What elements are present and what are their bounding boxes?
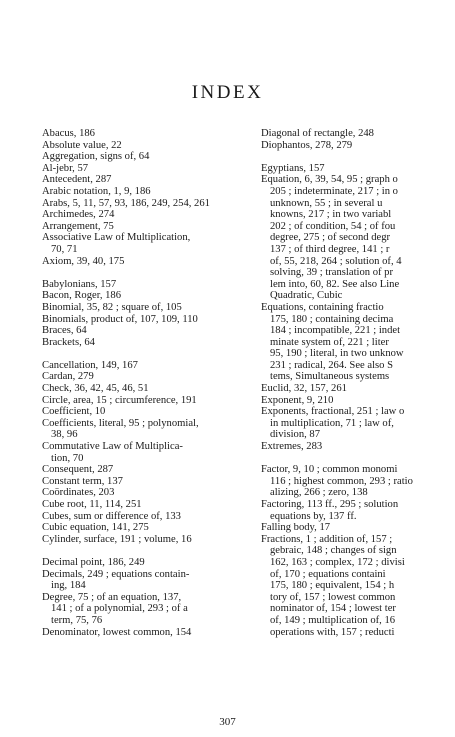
index-entry	[261, 140, 455, 152]
index-entry	[42, 592, 252, 627]
index-entry-line: knowns, 217 ; in two variabl	[270, 209, 392, 221]
index-entry-line: 202 ; of condition, 54 ; of fou	[270, 220, 396, 232]
page-title: INDEX	[191, 82, 264, 103]
index-entry-line: Coördinates, 203	[42, 487, 115, 499]
index-entry-line: Diophantos, 278, 279	[261, 139, 353, 151]
index-entry-line: Binomial, 35, 82 ; square of, 105	[42, 301, 182, 313]
index-entry	[261, 302, 455, 383]
index-entry	[42, 487, 252, 499]
index-entry	[42, 174, 252, 186]
index-entry-line: 205 ; indeterminate, 217 ; in o	[270, 185, 398, 197]
index-entry-line: term, 75, 76	[51, 614, 103, 626]
index-entry-line: Fractions, 1 ; addition of, 157 ;	[261, 533, 393, 545]
index-entry	[42, 418, 252, 441]
index-entry-line: 231 ; radical, 264. See also S	[270, 359, 393, 371]
index-entry	[261, 395, 455, 407]
index-entry	[42, 476, 252, 488]
index-entry-line: 162, 163 ; complex, 172 ; divisi	[270, 556, 405, 568]
index-entry-line: Bacon, Roger, 186	[42, 290, 122, 302]
index-entry-line: Equations, containing fractio	[261, 301, 384, 313]
index-entry-line: Extremes, 283	[261, 441, 323, 453]
index-entry	[261, 383, 455, 395]
index-entry-line: tems, Simultaneous systems	[270, 371, 390, 383]
index-entry-line: Factoring, 113 ff., 295 ; solution	[261, 499, 399, 510]
index-entry-line: Degree, 75 ; of an equation, 137,	[42, 591, 182, 603]
index-entry-line: Euclid, 32, 157, 261	[261, 383, 347, 395]
index-entry-line: minate system of, 221 ; liter	[270, 336, 389, 348]
index-entry-line: Coefficient, 10	[42, 406, 106, 418]
index-entry-line: Archimedes, 274	[42, 209, 115, 221]
index-entry	[42, 371, 252, 383]
index-entry	[42, 337, 252, 349]
index-entry-line: tory of, 157 ; lowest common	[270, 591, 396, 603]
index-entry-line: in multiplication, 71 ; law of,	[270, 417, 394, 429]
index-entry	[261, 163, 455, 175]
index-entry-line: division, 87	[270, 429, 321, 441]
section-gap	[261, 151, 455, 163]
index-entry-line: Abacus, 186	[42, 128, 95, 139]
index-left-column	[42, 128, 252, 638]
index-entry-line: Quadratic, Cubic	[270, 290, 343, 302]
index-entry	[42, 499, 252, 511]
index-entry-line: 141 ; of a polynomial, 293 ; of a	[51, 603, 188, 615]
index-entry-line: Binomials, product of, 107, 109, 110	[42, 313, 198, 325]
section-gap	[42, 348, 252, 360]
index-entry	[42, 569, 252, 592]
index-entry-line: equations by, 137 ff.	[270, 510, 357, 522]
index-entry-line: 95, 190 ; literal, in two unknow	[270, 348, 404, 360]
index-entry	[42, 511, 252, 523]
index-entry	[42, 209, 252, 221]
index-entry	[261, 522, 455, 534]
index-entry	[42, 522, 252, 534]
index-entry-line: Exponent, 9, 210	[261, 394, 334, 406]
index-entry	[42, 151, 252, 163]
index-entry-line: Braces, 64	[42, 325, 87, 337]
index-entry	[42, 627, 252, 639]
index-entry	[261, 406, 455, 441]
index-entry-line: 70, 71	[51, 243, 78, 255]
index-entry	[261, 464, 455, 499]
index-entry	[42, 256, 252, 268]
index-entry	[42, 395, 252, 407]
index-entry-line: gebraic, 148 ; changes of sign	[270, 545, 397, 557]
index-entry-line: Exponents, fractional, 251 ; law o	[261, 406, 405, 418]
index-entry-line: Egyptians, 157	[261, 162, 325, 174]
index-entry-line: 184 ; incompatible, 221 ; indet	[270, 325, 401, 337]
index-entry-line: Falling body, 17	[261, 522, 331, 534]
page-number: 307	[219, 716, 236, 728]
index-entry	[42, 406, 252, 418]
index-entry-line: Cubic equation, 141, 275	[42, 522, 149, 534]
index-entry-line: Arabic notation, 1, 9, 186	[42, 185, 151, 197]
index-entry-line: Coefficients, literal, 95 ; polynomial,	[42, 417, 199, 429]
index-entry-line: Check, 36, 42, 45, 46, 51	[42, 383, 149, 395]
index-entry	[42, 290, 252, 302]
index-entry	[42, 383, 252, 395]
index-entry	[42, 325, 252, 337]
index-entry-line: Equation, 6, 39, 54, 95 ; graph o	[261, 174, 398, 186]
index-entry	[42, 232, 252, 255]
index-entry-line: Axiom, 39, 40, 175	[42, 255, 125, 267]
index-entry	[261, 128, 455, 140]
index-entry-line: 38, 96	[51, 429, 78, 441]
index-entry	[42, 198, 252, 210]
index-entry-line: 116 ; highest common, 293 ; ratio	[270, 475, 413, 487]
index-entry-line: Brackets, 64	[42, 336, 95, 348]
index-entry-line: Arabs, 5, 11, 57, 93, 186, 249, 254, 261	[42, 197, 210, 209]
index-entry	[261, 499, 455, 522]
index-entry-line: Absolute value, 22	[42, 139, 122, 151]
index-entry	[261, 534, 455, 638]
index-entry-line: 175, 180 ; equivalent, 154 ; h	[270, 580, 395, 592]
index-entry-line: Constant term, 137	[42, 475, 123, 487]
index-entry-line: of, 170 ; equations containi	[270, 568, 386, 580]
index-entry	[42, 534, 252, 546]
index-entry	[42, 221, 252, 233]
index-entry-line: Diagonal of rectangle, 248	[261, 128, 374, 139]
section-gap	[42, 267, 252, 279]
index-right-column	[261, 128, 455, 638]
index-entry-line: Cylinder, surface, 191 ; volume, 16	[42, 533, 192, 545]
index-entry-line: of, 55, 218, 264 ; solution of, 4	[270, 255, 402, 267]
index-entry-line: ing, 184	[51, 580, 86, 592]
index-entry-line: Consequent, 287	[42, 464, 114, 476]
index-entry-line: Decimals, 249 ; equations contain-	[42, 568, 190, 580]
index-entry-line: Decimal point, 186, 249	[42, 556, 145, 568]
index-entry	[42, 128, 252, 140]
index-entry-line: Cardan, 279	[42, 371, 94, 383]
index-entry-line: Cube root, 11, 114, 251	[42, 499, 142, 510]
index-entry-line: Al-jebr, 57	[42, 162, 89, 174]
index-entry-line: Factor, 9, 10 ; common monomi	[261, 464, 398, 476]
index-entry-line: Cubes, sum or difference of, 133	[42, 510, 181, 522]
index-entry	[42, 314, 252, 326]
index-entry-line: of, 149 ; multiplication of, 16	[270, 614, 396, 626]
index-entry	[42, 464, 252, 476]
index-entry-line: 137 ; of third degree, 141 ; r	[270, 243, 390, 255]
index-entry-line: Denominator, lowest common, 154	[42, 626, 192, 638]
index-entry	[42, 557, 252, 569]
index-entry-line: Circle, area, 15 ; circumference, 191	[42, 394, 197, 406]
index-entry-line: Aggregation, signs of, 64	[42, 151, 150, 163]
index-entry-line: operations with, 157 ; reducti	[270, 626, 395, 638]
index-entry-line: degree, 275 ; of second degr	[270, 232, 391, 244]
index-entry-line: unknown, 55 ; in several u	[270, 197, 383, 209]
index-entry	[42, 279, 252, 291]
index-entry-line: lem into, 60, 82. See also Line	[270, 278, 400, 290]
index-entry-line: Babylonians, 157	[42, 278, 117, 290]
index-entry	[42, 302, 252, 314]
index-entry-line: alizing, 266 ; zero, 138	[270, 487, 368, 499]
index-entry-line: nominator of, 154 ; lowest ter	[270, 603, 396, 615]
index-entry-line: tion, 70	[51, 452, 84, 464]
index-entry	[42, 441, 252, 464]
index-entry-line: Cancellation, 149, 167	[42, 359, 138, 371]
index-entry-line: 175, 180 ; containing decima	[270, 313, 394, 325]
index-entry	[261, 441, 455, 453]
section-gap	[42, 545, 252, 557]
index-entry-line: Antecedent, 287	[42, 174, 112, 186]
index-entry-line: solving, 39 ; translation of pr	[270, 267, 393, 279]
index-entry-line: Commutative Law of Multiplica-	[42, 441, 183, 453]
section-gap	[261, 453, 455, 465]
index-entry	[42, 140, 252, 152]
index-entry	[42, 360, 252, 372]
index-entry	[42, 186, 252, 198]
index-entry	[261, 174, 455, 302]
index-entry-line: Associative Law of Multiplication,	[42, 232, 191, 244]
index-entry-line: Arrangement, 75	[42, 220, 114, 232]
index-entry	[42, 163, 252, 175]
